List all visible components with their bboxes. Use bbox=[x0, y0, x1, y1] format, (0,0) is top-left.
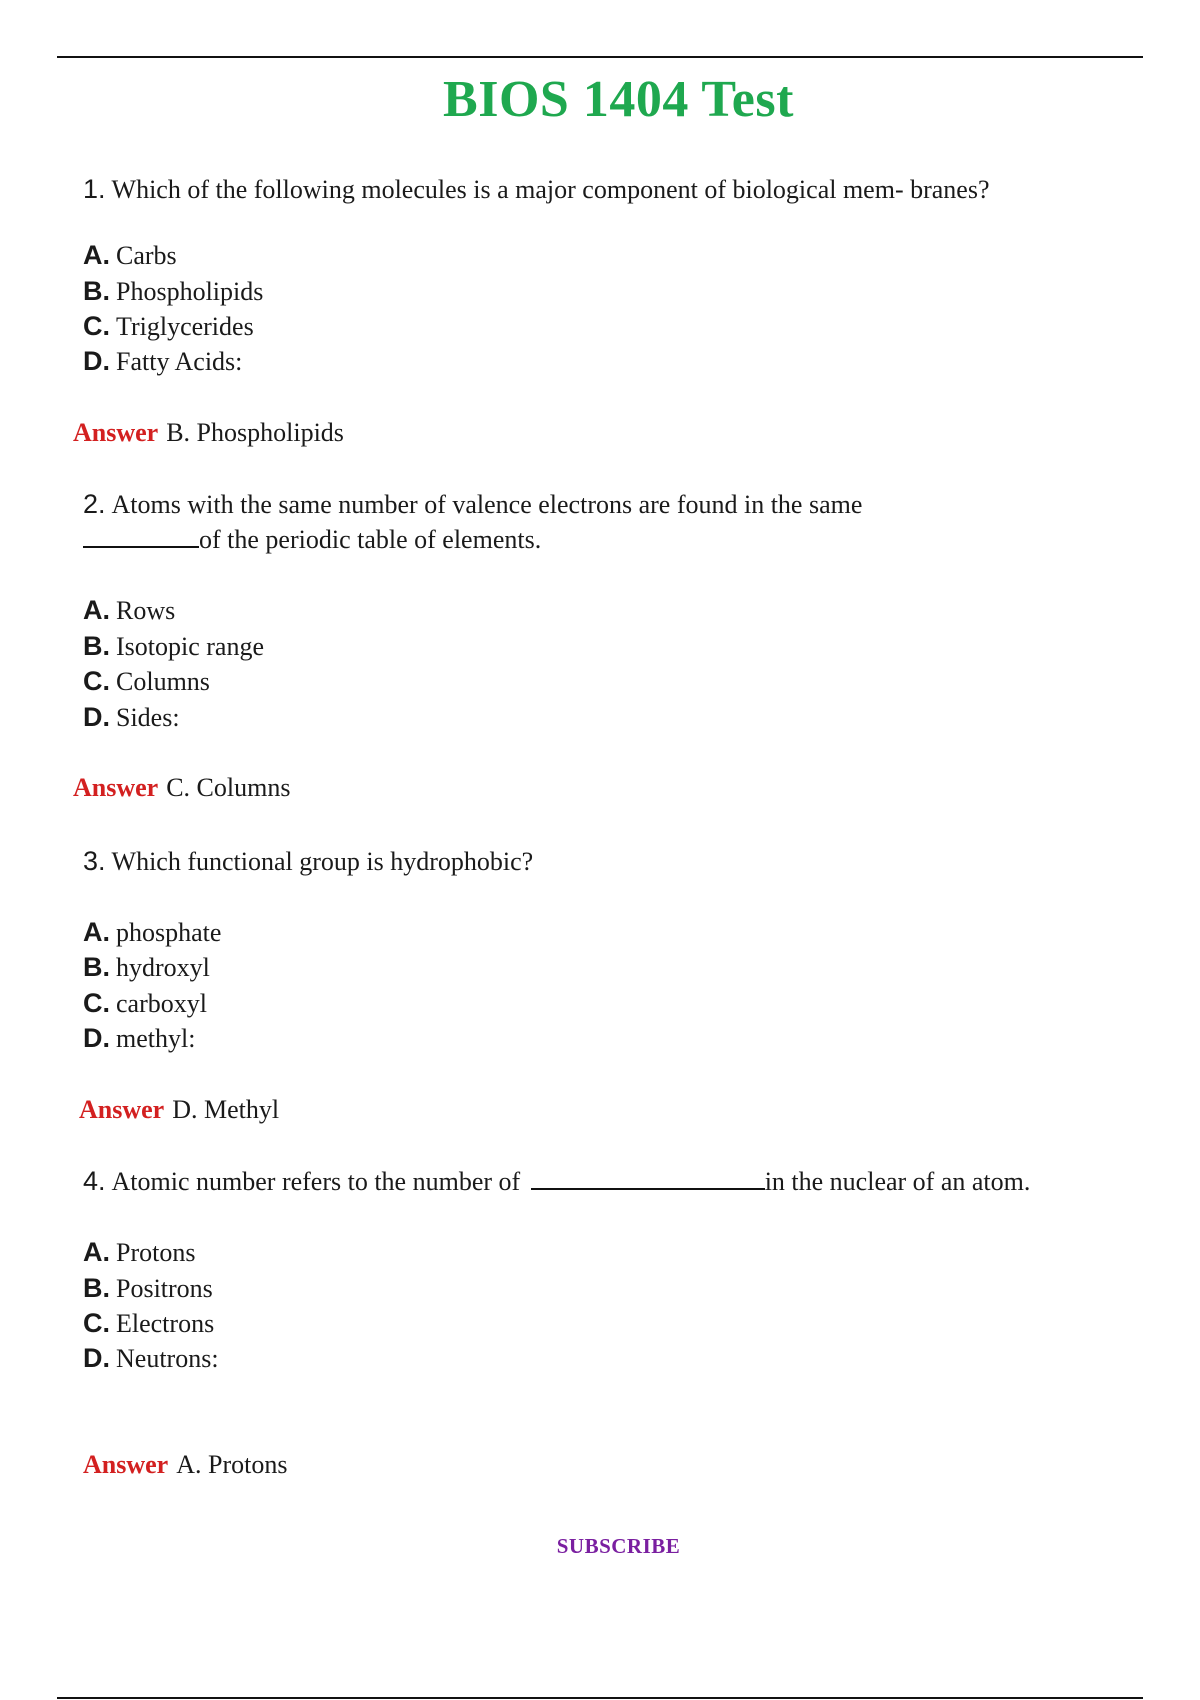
option-text: Protons bbox=[116, 1238, 196, 1267]
option-text: Columns bbox=[116, 667, 210, 696]
option-d bbox=[83, 700, 180, 735]
option-letter: B. bbox=[83, 952, 110, 982]
question-3 bbox=[83, 844, 533, 879]
option-letter: A. bbox=[83, 917, 110, 947]
option-text: Neutrons: bbox=[116, 1344, 219, 1373]
question-number: 2. bbox=[83, 489, 106, 519]
option-letter: D. bbox=[83, 702, 110, 732]
option-letter: B. bbox=[83, 631, 110, 661]
option-letter: B. bbox=[83, 1273, 110, 1303]
answer-3 bbox=[79, 1093, 279, 1127]
option-c bbox=[83, 309, 254, 344]
question-text-after: of the periodic table of elements. bbox=[199, 525, 542, 554]
answer-text: B. Phospholipids bbox=[166, 418, 344, 447]
option-text: hydroxyl bbox=[116, 953, 210, 982]
question-text-after: in the nuclear of an atom. bbox=[764, 1167, 1031, 1196]
option-text: Positrons bbox=[116, 1274, 213, 1303]
option-c bbox=[83, 664, 210, 699]
option-a bbox=[83, 1235, 195, 1270]
answer-label: Answer bbox=[83, 1450, 169, 1479]
answer-1 bbox=[73, 416, 344, 450]
question-text: Atoms with the same number of valence electrons are found in the same bbox=[111, 490, 863, 519]
top-rule bbox=[57, 56, 1143, 58]
answer-text: A. Protons bbox=[176, 1450, 288, 1479]
question-text: Atomic number refers to the number of bbox=[111, 1167, 521, 1196]
option-letter: A. bbox=[83, 240, 110, 270]
option-b bbox=[83, 274, 263, 309]
option-b bbox=[83, 629, 264, 664]
question-number: 3. bbox=[83, 846, 106, 876]
question-number: 4. bbox=[83, 1166, 106, 1196]
option-text: phosphate bbox=[116, 918, 222, 947]
option-a bbox=[83, 593, 175, 628]
option-text: Triglycerides bbox=[116, 312, 254, 341]
question-text: Which of the following molecules is a major component of biological mem- branes? bbox=[111, 175, 990, 204]
option-d bbox=[83, 1341, 219, 1376]
option-text: Rows bbox=[116, 596, 176, 625]
bottom-rule bbox=[57, 1697, 1143, 1699]
answer-text: D. Methyl bbox=[172, 1095, 280, 1124]
option-letter: D. bbox=[83, 346, 110, 376]
question-2-continued bbox=[83, 523, 541, 557]
fill-in-blank bbox=[531, 1168, 765, 1190]
option-c bbox=[83, 986, 207, 1021]
option-text: Sides: bbox=[116, 703, 180, 732]
question-text: Which functional group is hydrophobic? bbox=[111, 847, 534, 876]
option-b bbox=[83, 1271, 213, 1306]
answer-label: Answer bbox=[79, 1095, 165, 1124]
option-text: Carbs bbox=[116, 241, 177, 270]
option-text: Phospholipids bbox=[116, 277, 264, 306]
option-a bbox=[83, 915, 221, 950]
answer-label: Answer bbox=[73, 418, 159, 447]
option-letter: C. bbox=[83, 988, 110, 1018]
page-title: BIOS 1404 Test bbox=[443, 71, 794, 128]
question-4 bbox=[83, 1164, 1030, 1199]
question-number: 1. bbox=[83, 174, 106, 204]
option-d bbox=[83, 344, 242, 379]
option-text: Isotopic range bbox=[116, 632, 265, 661]
answer-2 bbox=[73, 771, 290, 805]
option-letter: C. bbox=[83, 311, 110, 341]
option-text: methyl: bbox=[116, 1024, 196, 1053]
option-text: carboxyl bbox=[116, 989, 207, 1018]
answer-text: C. Columns bbox=[166, 773, 291, 802]
question-2 bbox=[83, 487, 862, 522]
subscribe-link[interactable]: SUBSCRIBE bbox=[556, 1534, 681, 1558]
option-letter: C. bbox=[83, 666, 110, 696]
option-d bbox=[83, 1021, 195, 1056]
fill-in-blank bbox=[83, 526, 199, 548]
answer-label: Answer bbox=[73, 773, 159, 802]
option-c bbox=[83, 1306, 214, 1341]
option-text: Electrons bbox=[116, 1309, 215, 1338]
option-letter: D. bbox=[83, 1023, 110, 1053]
option-letter: B. bbox=[83, 276, 110, 306]
option-text: Fatty Acids: bbox=[116, 347, 243, 376]
option-letter: A. bbox=[83, 1237, 110, 1267]
option-letter: C. bbox=[83, 1308, 110, 1338]
question-1 bbox=[83, 172, 990, 207]
option-letter: D. bbox=[83, 1343, 110, 1373]
answer-4 bbox=[83, 1448, 287, 1482]
option-b bbox=[83, 950, 210, 985]
option-letter: A. bbox=[83, 595, 110, 625]
option-a bbox=[83, 238, 177, 273]
